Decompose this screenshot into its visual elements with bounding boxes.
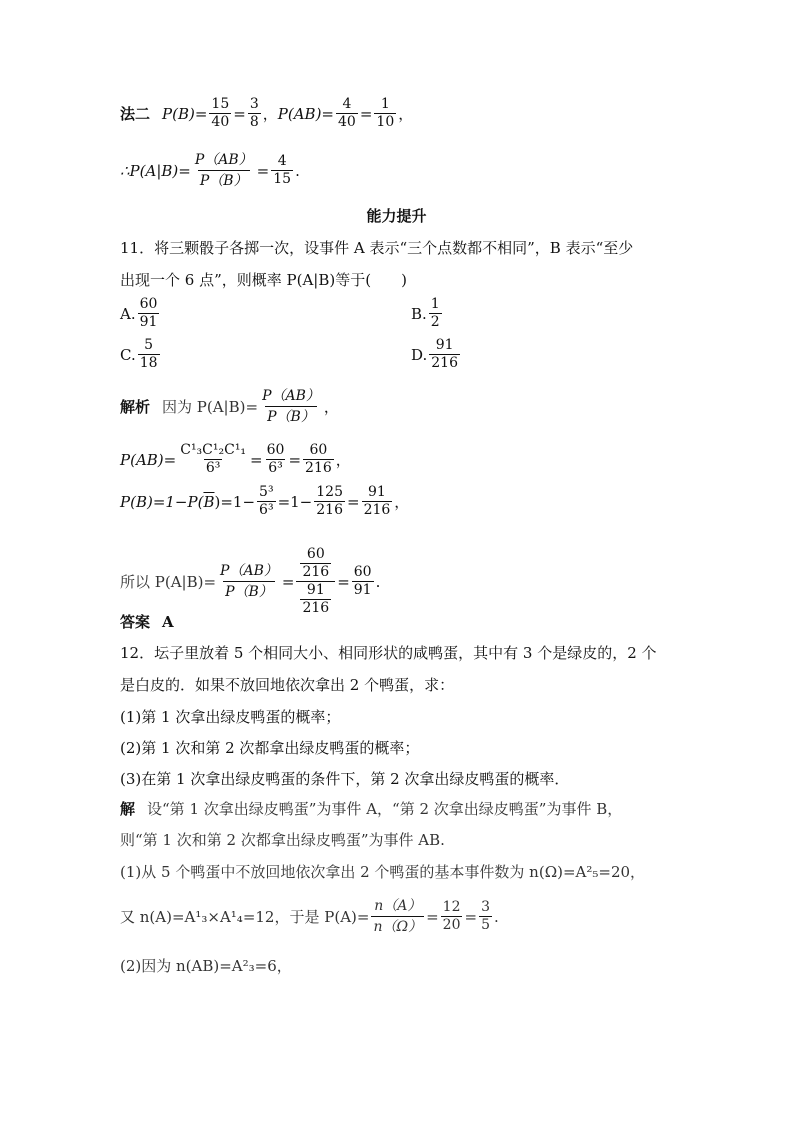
end-comma: ， (394, 492, 410, 511)
end-comma: ， (335, 450, 351, 469)
end-comma: ， (323, 397, 339, 416)
eq: = (281, 572, 295, 591)
pab-text: P(AB) (277, 104, 322, 123)
fraction-60-63: $\frac{60}{\text{6³}}$ (266, 442, 285, 476)
solution11-pab (120, 442, 351, 477)
pb-mid: )=1− (214, 492, 256, 511)
therefore-line (120, 150, 300, 191)
answer-label: 答案 (120, 613, 151, 631)
eq: = (250, 450, 263, 469)
fraction-na-nomega: $\frac{n(A)}{n(\Omega)}$ (373, 898, 423, 935)
section-title: 能力提升 (366, 207, 427, 225)
fraction-combination: $\frac{\text{C¹₃C¹₂C¹₁}}{\text{6³}}$ (180, 442, 247, 476)
solution12-line2: 则“第 1 次和第 2 次都拿出绿皮鸭蛋”为事件 AB. (120, 831, 445, 849)
fraction-53-63: $\frac{\text{5³}}{\text{6³}}$ (259, 484, 274, 518)
option-b-fraction: $\frac{1}{2}$ (430, 296, 440, 330)
end-period: . (493, 907, 499, 926)
fraction-pab-pb: $\frac{P(AB)}{P(B)}$ (220, 563, 278, 600)
eq: = (359, 104, 373, 123)
pab-lhs: P(AB)= (120, 450, 177, 469)
option-d-fraction: $\frac{91}{216}$ (431, 337, 458, 371)
eq: = (321, 104, 334, 123)
fraction-12-20: $\frac{12}{20}$ (442, 899, 461, 933)
solution11-label: 解析 (120, 397, 151, 416)
fraction-3-8: $\frac{3}{8}$ (249, 96, 259, 130)
b-complement: $\overline{B}$ (203, 492, 215, 511)
option-c-fraction: $\frac{5}{18}$ (139, 337, 158, 371)
q12-part3: (3)在第 1 次拿出绿皮鸭蛋的条件下，第 2 次拿出绿皮鸭蛋的概率． (120, 770, 570, 788)
pb-text: P(B) (162, 104, 195, 123)
solution11-intro-text: 因为 P(A|B)= (162, 397, 259, 416)
option-a[interactable]: A. $\frac{60}{91}$ (120, 296, 158, 330)
eq: = (337, 572, 350, 591)
separator: ， (262, 104, 278, 123)
q11-line2: 出现一个 6 点”，则概率 P(A|B)等于( ) (120, 271, 407, 289)
fraction-pab-pb: $\frac{P(AB)}{P(B)}$ (262, 388, 320, 425)
method2-label: 法二 (120, 104, 151, 123)
eq: = (233, 104, 246, 123)
fraction-4-15: $\frac{4}{15}$ (273, 153, 292, 187)
answer-value: A (162, 613, 174, 631)
fraction-3-5: $\frac{3}{5}$ (481, 899, 490, 933)
fraction-4-40: $\frac{4}{40}$ (338, 96, 356, 130)
fraction-pab-pb: $\frac{P(AB)}{P(B)}$ (194, 152, 253, 189)
fraction-125-216: $\frac{125}{216}$ (316, 484, 343, 518)
q12-part1: (1)第 1 次拿出绿皮鸭蛋的概率； (120, 708, 341, 726)
solution11-intro (120, 386, 339, 427)
fraction-1-10: $\frac{1}{10}$ (376, 96, 395, 130)
option-b[interactable]: B. $\frac{1}{2}$ (411, 296, 440, 330)
solution12-label: 解 (120, 800, 136, 818)
solution11-pb (120, 484, 409, 519)
method2-line (120, 96, 413, 131)
eq: = (288, 450, 302, 469)
q12-line1: 12．坛子里放着 5 个相同大小、相同形状的咸鸭蛋，其中有 3 个是绿皮的，2 个 (120, 644, 657, 662)
so-lhs: 所以 P(A|B)= (120, 572, 217, 591)
solution12-line1-text: 设“第 1 次拿出绿皮鸭蛋”为事件 A，“第 2 次拿出绿皮鸭蛋”为事件 B， (147, 800, 623, 818)
answer11 (120, 612, 174, 632)
eq: = (256, 161, 270, 180)
line4-text: 又 n(A)=A¹₃×A¹₄=12，于是 P(A)= (120, 907, 370, 926)
therefore-lhs: ∴P(A|B)= (120, 161, 191, 180)
end-period: . (375, 572, 381, 591)
solution12-line1 (120, 799, 622, 819)
q12-part2: (2)第 1 次和第 2 次都拿出绿皮鸭蛋的概率； (120, 739, 420, 757)
solution12-line5: (2)因为 n(AB)=A²₃=6， (120, 957, 292, 975)
eq: = (194, 104, 208, 123)
solution12-line3: (1)从 5 个鸭蛋中不放回地依次拿出 2 个鸭蛋的基本事件数为 n(Ω)=A²₅=20， (120, 863, 646, 881)
fraction-60-216: $\frac{60}{216}$ (305, 442, 332, 476)
option-c[interactable]: C. $\frac{5}{18}$ (120, 337, 158, 371)
solution12-line4 (120, 896, 499, 937)
fraction-15-40: $\frac{15}{40}$ (211, 96, 230, 130)
pb-lhs: P(B)=1−P( (120, 492, 204, 511)
eq: = (346, 492, 360, 511)
solution11-so (120, 546, 380, 617)
fraction-60-216: $\frac{60}{216}$ (302, 546, 330, 580)
eq: = (426, 907, 439, 926)
fraction-91-216: $\frac{91}{216}$ (302, 582, 330, 616)
compound-fraction (296, 546, 335, 617)
end-period: . (295, 161, 300, 180)
option-d[interactable]: D. $\frac{91}{216}$ (411, 337, 458, 371)
option-a-fraction: $\frac{60}{91}$ (139, 296, 158, 330)
end-comma: ， (398, 104, 414, 123)
q11-line1: 11．将三颗骰子各掷一次，设事件 A 表示“三个点数都不相同”，B 表示“至少 (120, 239, 634, 257)
fraction-60-91: $\frac{60}{91}$ (353, 564, 372, 598)
q12-line2: 是白皮的．如果不放回地依次拿出 2 个鸭蛋，求： (120, 676, 455, 694)
pb-mid2: =1− (277, 492, 313, 511)
fraction-91-216: $\frac{91}{216}$ (363, 484, 391, 518)
eq: = (464, 907, 478, 926)
